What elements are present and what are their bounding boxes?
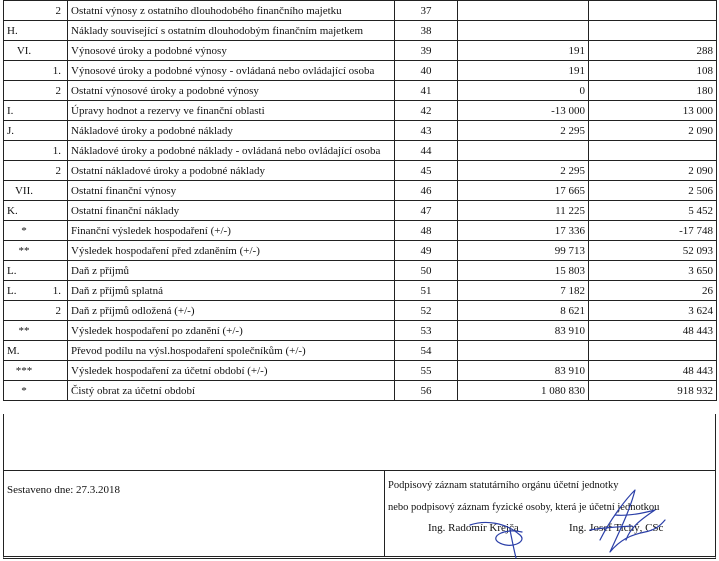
row-label: Převod podílu na výsl.hospodaření společníkům (+/-) bbox=[68, 341, 395, 361]
row-mark-cell bbox=[4, 181, 68, 201]
previous-period-value: 26 bbox=[589, 281, 717, 301]
row-mark-cell bbox=[4, 1, 68, 21]
row-number: 47 bbox=[395, 201, 458, 221]
current-period-value: 191 bbox=[458, 61, 589, 81]
table-row bbox=[4, 201, 717, 221]
row-mark: H. bbox=[7, 24, 18, 37]
row-mark-cell bbox=[4, 361, 68, 381]
row-label: Daň z příjmů odložená (+/-) bbox=[68, 301, 395, 321]
row-label: Výnosové úroky a podobné výnosy - ovládaná nebo ovládající osoba bbox=[68, 61, 395, 81]
table-row bbox=[4, 381, 717, 401]
row-label: Úpravy hodnot a rezervy ve finanční oblasti bbox=[68, 101, 395, 121]
current-period-value: 0 bbox=[458, 81, 589, 101]
current-period-value: 99 713 bbox=[458, 241, 589, 261]
row-label: Daň z příjmů splatná bbox=[68, 281, 395, 301]
row-mark-cell bbox=[4, 381, 68, 401]
row-sub-mark: 1. bbox=[52, 144, 61, 157]
row-label: Výsledek hospodaření po zdanění (+/-) bbox=[68, 321, 395, 341]
row-mark-cell bbox=[4, 341, 68, 361]
row-label: Ostatní finanční výnosy bbox=[68, 181, 395, 201]
table-row bbox=[4, 101, 717, 121]
row-mark: ** bbox=[18, 244, 30, 257]
row-label: Ostatní nákladové úroky a podobné náklady bbox=[68, 161, 395, 181]
current-period-value: 17 336 bbox=[458, 221, 589, 241]
row-mark: * bbox=[21, 224, 27, 237]
row-number: 40 bbox=[395, 61, 458, 81]
row-sub-mark: 2 bbox=[55, 304, 61, 317]
previous-period-value bbox=[589, 341, 717, 361]
previous-period-value: 13 000 bbox=[589, 101, 717, 121]
current-period-value bbox=[458, 21, 589, 41]
row-label: Nákladové úroky a podobné náklady - ovládaná nebo ovládající osoba bbox=[68, 141, 395, 161]
previous-period-value: 52 093 bbox=[589, 241, 717, 261]
row-number: 39 bbox=[395, 41, 458, 61]
current-period-value bbox=[458, 141, 589, 161]
table-row bbox=[4, 281, 717, 301]
row-number: 55 bbox=[395, 361, 458, 381]
row-mark: I. bbox=[7, 104, 14, 117]
current-period-value: 1 080 830 bbox=[458, 381, 589, 401]
row-mark-cell bbox=[4, 101, 68, 121]
row-number: 46 bbox=[395, 181, 458, 201]
row-label: Čistý obrat za účetní období bbox=[68, 381, 395, 401]
row-mark-cell bbox=[4, 301, 68, 321]
row-number: 44 bbox=[395, 141, 458, 161]
current-period-value: 17 665 bbox=[458, 181, 589, 201]
current-period-value: 2 295 bbox=[458, 161, 589, 181]
table-row bbox=[4, 41, 717, 61]
previous-period-value bbox=[589, 141, 717, 161]
row-mark: M. bbox=[7, 344, 20, 357]
profit-loss-table bbox=[3, 0, 717, 401]
table-row bbox=[4, 321, 717, 341]
current-period-value bbox=[458, 1, 589, 21]
previous-period-value: 5 452 bbox=[589, 201, 717, 221]
row-number: 53 bbox=[395, 321, 458, 341]
row-number: 45 bbox=[395, 161, 458, 181]
row-number: 41 bbox=[395, 81, 458, 101]
signatory-name-2: Ing. Josef Tichý, CSc bbox=[569, 522, 664, 534]
previous-period-value: 2 090 bbox=[589, 161, 717, 181]
previous-period-value bbox=[589, 1, 717, 21]
previous-period-value bbox=[589, 21, 717, 41]
row-mark-cell bbox=[4, 281, 68, 301]
row-mark-cell bbox=[4, 261, 68, 281]
row-sub-mark: 2 bbox=[55, 4, 61, 17]
row-mark: L. bbox=[7, 264, 17, 277]
signature-caption-line1: Podpisový záznam statutárního orgánu účetní jednotky bbox=[388, 480, 619, 491]
row-sub-mark: 2 bbox=[55, 84, 61, 97]
row-sub-mark: 2 bbox=[55, 164, 61, 177]
previous-period-value: 918 932 bbox=[589, 381, 717, 401]
row-mark: J. bbox=[7, 124, 15, 137]
row-mark-cell bbox=[4, 161, 68, 181]
current-period-value: -13 000 bbox=[458, 101, 589, 121]
row-mark: ** bbox=[18, 324, 30, 337]
current-period-value: 83 910 bbox=[458, 361, 589, 381]
row-mark-cell bbox=[4, 121, 68, 141]
row-number: 56 bbox=[395, 381, 458, 401]
table-row bbox=[4, 361, 717, 381]
previous-period-value: 48 443 bbox=[589, 361, 717, 381]
row-label: Ostatní finanční náklady bbox=[68, 201, 395, 221]
row-sub-mark: 1. bbox=[52, 64, 61, 77]
row-mark-cell bbox=[4, 61, 68, 81]
row-mark: K. bbox=[7, 204, 18, 217]
signatory-name-1: Ing. Radomír Krejča bbox=[428, 522, 519, 534]
row-mark-cell bbox=[4, 21, 68, 41]
row-label: Finanční výsledek hospodaření (+/-) bbox=[68, 221, 395, 241]
row-number: 52 bbox=[395, 301, 458, 321]
row-number: 51 bbox=[395, 281, 458, 301]
table-body bbox=[4, 1, 717, 401]
table-row bbox=[4, 21, 717, 41]
row-label: Daň z příjmů bbox=[68, 261, 395, 281]
row-mark-cell bbox=[4, 41, 68, 61]
row-mark: L. bbox=[7, 284, 17, 297]
row-label: Výnosové úroky a podobné výnosy bbox=[68, 41, 395, 61]
empty-area bbox=[3, 414, 716, 471]
row-number: 38 bbox=[395, 21, 458, 41]
row-mark-cell bbox=[4, 241, 68, 261]
row-number: 43 bbox=[395, 121, 458, 141]
row-number: 42 bbox=[395, 101, 458, 121]
row-label: Výsledek hospodaření za účetní období (+/-) bbox=[68, 361, 395, 381]
row-mark: * bbox=[21, 384, 27, 397]
row-mark-cell bbox=[4, 141, 68, 161]
previous-period-value: 2 090 bbox=[589, 121, 717, 141]
row-label: Náklady související s ostatním dlouhodobým finančním majetkem bbox=[68, 21, 395, 41]
footer-section bbox=[3, 470, 716, 559]
previous-period-value: 180 bbox=[589, 81, 717, 101]
row-mark-cell bbox=[4, 221, 68, 241]
table-row bbox=[4, 261, 717, 281]
current-period-value: 11 225 bbox=[458, 201, 589, 221]
table-row bbox=[4, 61, 717, 81]
row-sub-mark: 1. bbox=[52, 284, 61, 297]
current-period-value: 83 910 bbox=[458, 321, 589, 341]
previous-period-value: 108 bbox=[589, 61, 717, 81]
table-row bbox=[4, 121, 717, 141]
row-number: 37 bbox=[395, 1, 458, 21]
table-row bbox=[4, 301, 717, 321]
row-number: 48 bbox=[395, 221, 458, 241]
row-mark: VII. bbox=[14, 184, 34, 197]
row-mark-cell bbox=[4, 81, 68, 101]
current-period-value: 2 295 bbox=[458, 121, 589, 141]
row-label: Ostatní výnosové úroky a podobné výnosy bbox=[68, 81, 395, 101]
row-label: Ostatní výnosy z ostatního dlouhodobého finančního majetku bbox=[68, 1, 395, 21]
table-row bbox=[4, 81, 717, 101]
row-mark: VI. bbox=[16, 44, 32, 57]
signature-caption-line2: nebo podpisový záznam fyzické osoby, která je účetní jednotkou bbox=[388, 502, 660, 513]
current-period-value bbox=[458, 341, 589, 361]
row-label: Nákladové úroky a podobné náklady bbox=[68, 121, 395, 141]
table-row bbox=[4, 241, 717, 261]
table-row bbox=[4, 161, 717, 181]
row-number: 50 bbox=[395, 261, 458, 281]
current-period-value: 7 182 bbox=[458, 281, 589, 301]
previous-period-value: 2 506 bbox=[589, 181, 717, 201]
row-number: 54 bbox=[395, 341, 458, 361]
previous-period-value: 3 624 bbox=[589, 301, 717, 321]
prepared-date: Sestaveno dne: 27.3.2018 bbox=[7, 484, 121, 496]
row-mark-cell bbox=[4, 201, 68, 221]
table-row bbox=[4, 141, 717, 161]
row-mark-cell bbox=[4, 321, 68, 341]
previous-period-value: 3 650 bbox=[589, 261, 717, 281]
previous-period-value: -17 748 bbox=[589, 221, 717, 241]
current-period-value: 191 bbox=[458, 41, 589, 61]
row-mark: *** bbox=[15, 364, 33, 377]
table-row bbox=[4, 1, 717, 21]
table-row bbox=[4, 181, 717, 201]
current-period-value: 15 803 bbox=[458, 261, 589, 281]
footer-divider bbox=[384, 470, 385, 556]
row-label: Výsledek hospodaření před zdaněním (+/-) bbox=[68, 241, 395, 261]
previous-period-value: 288 bbox=[589, 41, 717, 61]
previous-period-value: 48 443 bbox=[589, 321, 717, 341]
current-period-value: 8 621 bbox=[458, 301, 589, 321]
table-row bbox=[4, 221, 717, 241]
table-row bbox=[4, 341, 717, 361]
row-number: 49 bbox=[395, 241, 458, 261]
